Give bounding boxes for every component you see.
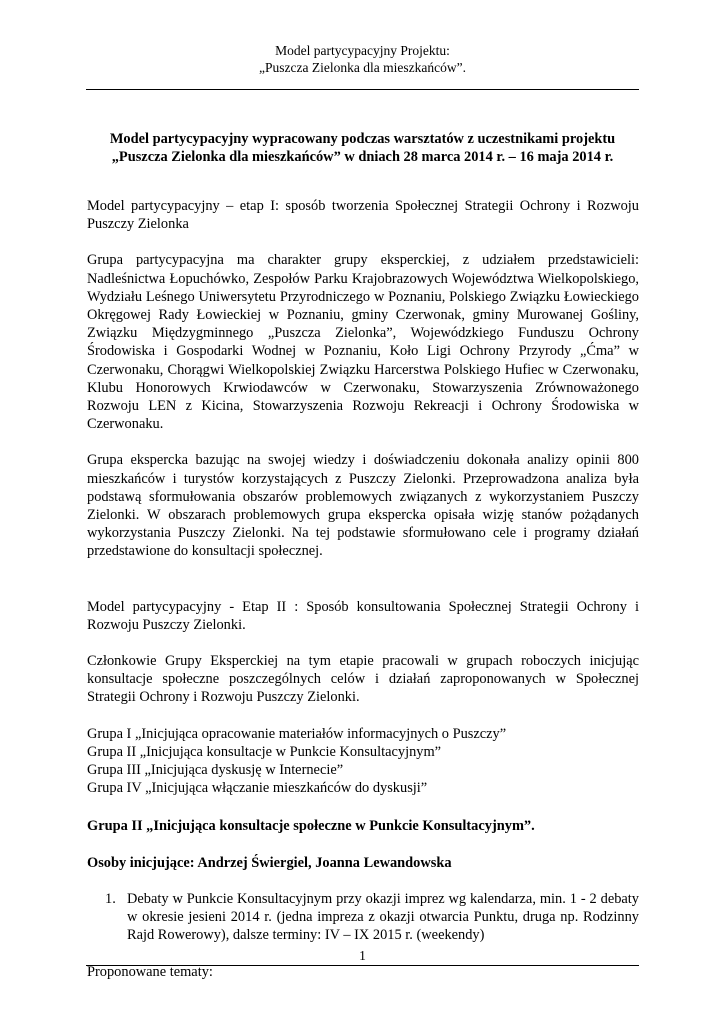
group-list bbox=[87, 725, 639, 798]
list-item-text: Debaty w Punkcie Konsultacyjnym przy okazji imprez wg kalendarza, min. 1 - 2 debaty w okresie jesieni 2014 r. (jedna impreza z okazji otwarcia Punktu, druga np. Rodzinny Rajd Rowerowy), dalsze terminy: IV – IX 2015 r. (weekendy) bbox=[127, 890, 639, 944]
stage1-heading: Model partycypacyjny – etap I: sposób tworzenia Społecznej Strategii Ochrony i Rozwoju Puszczy Zielonka bbox=[87, 198, 639, 233]
title-line-2: „Puszcza Zielonka dla mieszkańców” w dniach 28 marca 2014 r. – 16 maja 2014 r. bbox=[111, 149, 614, 165]
stage2-members-paragraph: Członkowie Grupy Eksperckiej na tym etapie pracowali w grupach roboczych inicjując konsultacje społeczne poszczególnych celów i działań zaproponowanych w Społecznej Strategii Ochrony i Rozwoju Puszczy Zielonki. bbox=[87, 653, 639, 706]
header-divider bbox=[86, 89, 639, 90]
title-line-1: Model partycypacyjny wypracowany podczas warsztatów z uczestnikami projektu bbox=[109, 131, 616, 147]
document-title bbox=[86, 130, 639, 166]
page-header bbox=[86, 42, 639, 76]
group-item: Grupa I „Inicjująca opracowanie materiałów informacyjnych o Puszczy” bbox=[87, 725, 507, 742]
page-number: 1 bbox=[359, 948, 366, 963]
group2-heading: Grupa II „Inicjująca konsultacje społeczne w Punkcie Konsultacyjnym”. bbox=[87, 818, 535, 835]
footer-divider bbox=[86, 965, 639, 966]
initiators-line: Osoby inicjujące: Andrzej Świergiel, Joanna Lewandowska bbox=[87, 854, 452, 871]
group-item: Grupa II „Inicjująca konsultacje w Punkcie Konsultacyjnym” bbox=[87, 743, 442, 760]
header-line-1: Model partycypacyjny Projektu: bbox=[275, 43, 450, 58]
group-item: Grupa III „Inicjująca dyskusję w Internecie” bbox=[87, 762, 344, 779]
stage1-group-paragraph: Grupa partycypacyjna ma charakter grupy eksperckiej, z udziałem przedstawicieli: Nadleśnictwa Łopuchówko, Zespołów Parku Krajobrazowych Województwa Wielkopolskiego, Wydziału Leśnego Uniwersytetu Przyrodniczego w Poznaniu, Polskiego Związku Łowieckiego Okręgowej Rady Łowieckiej w Poznaniu, gminy Czerwonak, gminy Murowanej Gośliny, Związku Międzygminnego „Puszcza Zielonka”, Wojewódzkiego Funduszu Ochrony Środowiska i Gospodarki Wodnej w Poznaniu, Koło Ligi Ochrony Przyrody „Ćma” w Czerwonaku, Chorągwi Wielkopolskiej Związku Harcerstwa Polskiego Hufiec w Czerwonaku, Klubu Honorowych Krwiodawców w Czerwonaku, Stowarzyszenia Zrównoważonego Rozwoju LEN z Kicina, Stowarzyszenia Rozwoju Rekreacji i Ochrony Środowiska w Czerwonaku. bbox=[87, 252, 639, 433]
list-item-number: 1. bbox=[105, 890, 116, 907]
proposed-topics-label: Proponowane tematy: bbox=[87, 963, 213, 980]
stage1-expert-paragraph: Grupa ekspercka bazując na swojej wiedzy i doświadczeniu dokonała analizy opinii 800 mieszkańców i turystów korzystających z Puszczy Zielonki. Przeprowadzona analiza była podstawą sformułowania obszarów problemowych związanych z wykorzystaniem Puszczy Zielonki. W obszarach problemowych grupa ekspercka opisała wizję stanów pożądanych wykorzystania Puszczy Zielonki. Na tej podstawie sformułowano cele i programy działań przedstawione do konsultacji społecznej. bbox=[87, 452, 639, 560]
list-item bbox=[87, 890, 639, 945]
stage2-heading: Model partycypacyjny - Etap II : Sposób konsultowania Społecznej Strategii Ochrony i Rozwoju Puszczy Zielonki. bbox=[87, 598, 639, 633]
group-item: Grupa IV „Inicjująca włączanie mieszkańców do dyskusji” bbox=[87, 780, 428, 797]
document-body bbox=[87, 197, 639, 981]
header-line-2: „Puszcza Zielonka dla mieszkańców”. bbox=[259, 60, 466, 75]
debates-list bbox=[87, 890, 639, 945]
